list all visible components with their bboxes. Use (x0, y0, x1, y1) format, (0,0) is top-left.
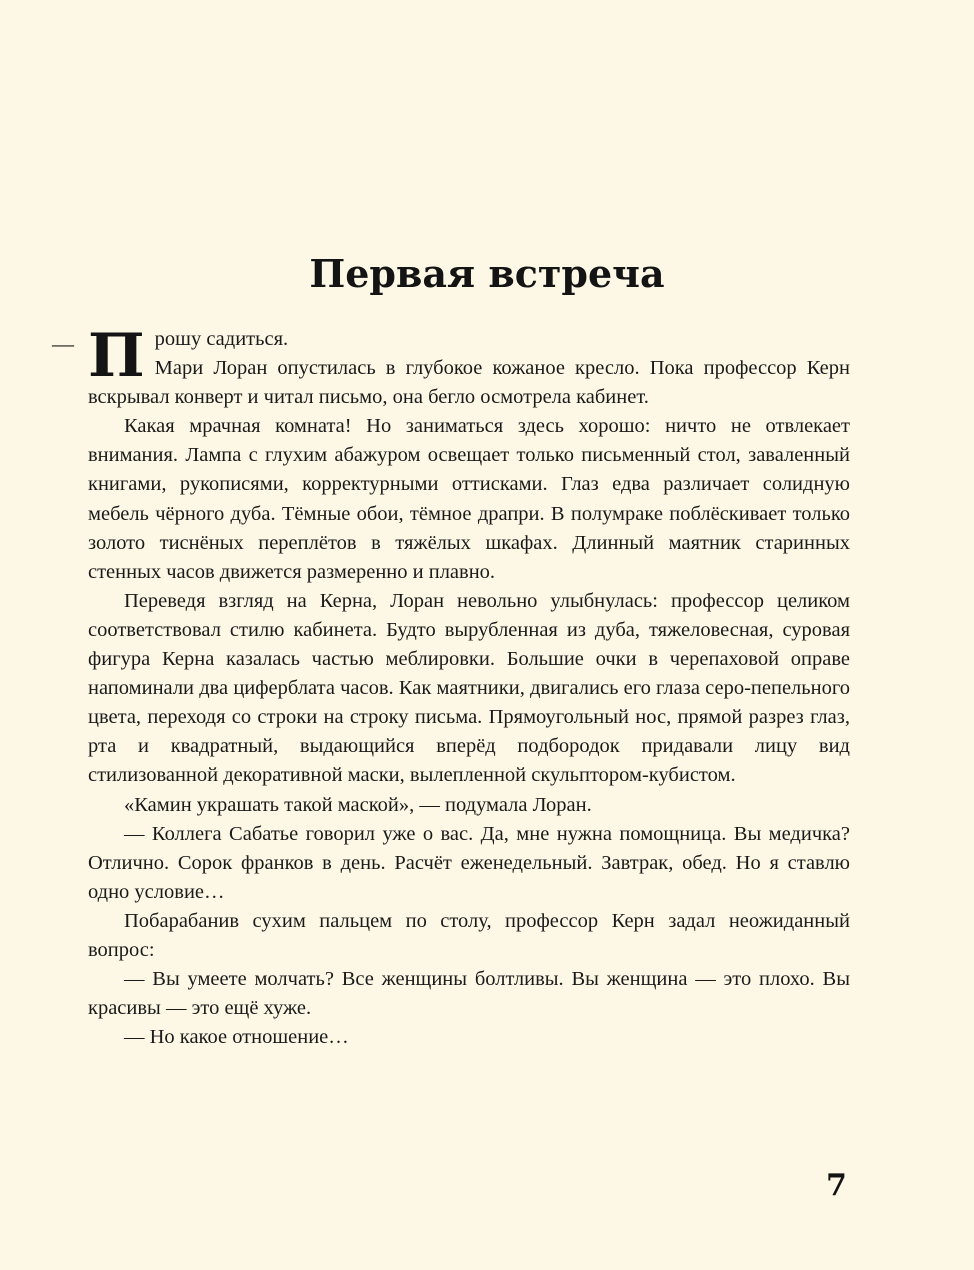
paragraph: Побарабанив сухим пальцем по столу, профессор Керн задал неожиданный вопрос: (88, 909, 850, 961)
paragraph: Какая мрачная комната! Но заниматься здесь хорошо: ничто не отвлекает внимания. Лампа с глухим абажуром освещает только письменный стол, заваленный книгами, рукописями, корректурными оттисками. Глаз едва различает солидную мебель чёрного дуба. Тёмные обои, тёмное драпри. В полумраке поблёскивает только золото тиснёных переплётов в тяжёлых шкафах. Длинный маятник старинных стенных часов движется размеренно и плавно. (88, 415, 850, 583)
chapter-title: Первая встреча (309, 251, 665, 296)
paragraph: — Коллега Сабатье говорил уже о вас. Да, мне нужна помощница. Вы медичка? Отлично. Сорок франков в день. Расчёт еженедельный. Завтрак, обед. Но я ставлю одно условие… (88, 822, 850, 903)
paragraph-first-text: рошу садиться. (154, 328, 289, 350)
paragraph-text: Мари Лоран опустилась в глубокое кожаное кресло. Пока профессор Керн вскрывал конверт и читал письмо, она бегло осмотрела кабинет. (88, 357, 850, 409)
page-number: 7 (826, 1168, 847, 1203)
body-text (88, 321, 850, 1052)
paragraph: «Камин украшать такой маской», — подумала Лоран. (124, 793, 592, 816)
paragraph: Переведя взгляд на Керна, Лоран невольно улыбнулась: профессор целиком соответствовал стилю кабинета. Будто вырубленная из дуба, тяжеловесная, суровая фигура Керна казалась частью меблировки. Большие очки в черепаховой оправе напоминали два циферблата часов. Как маятники, двигались его глаза серо-пепельного цвета, переходя со строки на строку письма. Прямоугольный нос, прямой разрез глаз, рта и квадратный, выдающийся вперёд подбородок придавали лицу вид стилизованной декоративной маски, вылепленной скульптором-кубистом. (88, 589, 850, 787)
lead-dash: — (52, 331, 74, 356)
paragraph: — Но какое отношение… (124, 1026, 349, 1049)
paragraph-first (88, 321, 850, 412)
paragraph: — Вы умеете молчать? Все женщины болтливы. Вы женщина — это плохо. Вы красивы — это ещё хуже. (88, 968, 850, 1020)
drop-cap: П (88, 321, 145, 391)
